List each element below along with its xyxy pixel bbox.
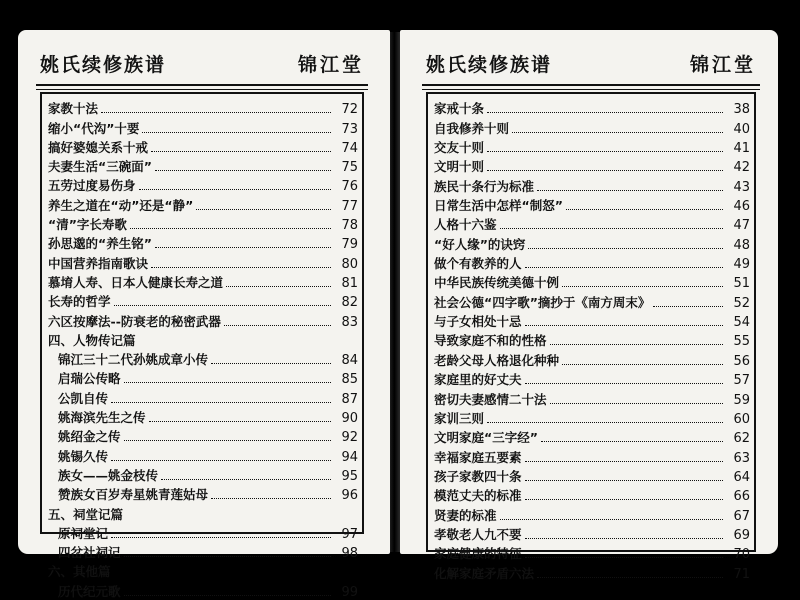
toc-entry <box>428 117 754 136</box>
toc-page-number: 90 <box>341 411 358 427</box>
toc-page-number: 99 <box>341 584 358 600</box>
toc-page-number: 63 <box>733 450 750 466</box>
toc-entry <box>42 252 362 271</box>
dot-leader <box>512 132 723 133</box>
toc-page-number: 97 <box>341 526 358 542</box>
dot-leader <box>525 267 723 268</box>
dot-leader <box>525 557 723 558</box>
toc-entry-title: 密切夫妻感情二十法 <box>434 391 547 407</box>
dot-leader <box>653 306 723 307</box>
toc-entry-title: 文明家庭“三字经” <box>434 430 538 446</box>
toc-entry <box>428 98 754 117</box>
toc-entry-title: 长寿的哲学 <box>48 294 111 310</box>
toc-entry <box>428 427 754 446</box>
dot-leader <box>537 577 723 578</box>
header-rule <box>422 84 760 90</box>
toc-entry <box>42 465 362 484</box>
dot-leader <box>537 190 723 191</box>
toc-entry-title: 孩子家教四十条 <box>434 468 522 484</box>
toc-page-number: 84 <box>341 353 358 369</box>
dot-leader <box>487 151 723 152</box>
toc-page-number: 96 <box>341 488 358 504</box>
toc-page-number: 38 <box>733 102 750 118</box>
toc-entry-title: 导致家庭不和的性格 <box>434 333 547 349</box>
hall-name: 锦江堂 <box>297 54 364 76</box>
book-title: 姚氏续修族谱 <box>426 54 553 76</box>
toc-entry-title: 自我修养十则 <box>434 120 510 136</box>
toc-page-number: 81 <box>341 275 358 291</box>
toc-entry-title: 老龄父母人格退化种种 <box>434 352 560 368</box>
toc-entry <box>42 407 362 426</box>
toc-page-number: 67 <box>733 508 750 524</box>
toc-entry <box>42 117 362 136</box>
toc-page-number: 76 <box>341 179 358 195</box>
toc-entry-title: 家训三则 <box>434 410 485 426</box>
toc-entry <box>42 368 362 387</box>
left-page <box>18 30 390 600</box>
toc-page-number: 98 <box>341 546 358 562</box>
toc-entry-title: 人格十六鉴 <box>434 217 497 233</box>
toc-entry <box>42 484 362 503</box>
dot-leader <box>124 440 331 441</box>
toc-page-number: 46 <box>733 199 750 215</box>
toc-entry-title: 模范丈夫的标准 <box>434 488 522 504</box>
toc-entry <box>42 272 362 291</box>
toc-entry-title: 姚锡久传 <box>58 448 109 464</box>
toc-entry-title: 化解家庭矛盾六法 <box>434 565 535 581</box>
toc-page-number: 52 <box>733 295 750 311</box>
dot-leader <box>149 421 331 422</box>
toc-entry-title: 社会公德“四字歌”摘抄于《南方周末》 <box>434 294 651 310</box>
toc-page-number: 94 <box>341 449 358 465</box>
dot-leader <box>139 189 331 190</box>
toc-page-number: 82 <box>341 295 358 311</box>
toc-entry <box>428 214 754 233</box>
dot-leader <box>114 305 331 306</box>
toc-entry-title: 中国营养指南歌诀 <box>48 255 149 271</box>
dot-leader <box>562 364 723 365</box>
toc-entry-title: “清”字长寿歌 <box>48 217 127 233</box>
dot-leader <box>111 537 331 538</box>
toc-entry-title: 做个有教养的人 <box>434 256 522 272</box>
toc-entry <box>42 580 362 599</box>
toc-entry-title: 公凯自传 <box>58 390 109 406</box>
right-page <box>400 30 778 582</box>
toc-entry <box>428 446 754 465</box>
toc-page-number: 62 <box>733 431 750 447</box>
toc-page-number: 73 <box>341 121 358 137</box>
dot-leader <box>487 112 723 113</box>
toc-entry-title: 族民十条行为标准 <box>434 178 535 194</box>
dot-leader <box>211 498 331 499</box>
toc-entry-title: 搞好婆媳关系十戒 <box>48 139 149 155</box>
dot-leader <box>111 460 331 461</box>
dot-leader <box>487 422 723 423</box>
dot-leader <box>196 209 331 210</box>
toc-entry <box>42 445 362 464</box>
toc-entry <box>428 543 754 562</box>
toc-page-number: 49 <box>733 257 750 273</box>
toc-page-number: 55 <box>733 334 750 350</box>
dot-leader <box>211 363 331 364</box>
toc-entry <box>428 388 754 407</box>
toc-page-number: 92 <box>341 430 358 446</box>
toc-list <box>428 94 754 582</box>
toc-entry-title: 家庭健康的特征 <box>434 546 522 562</box>
toc-entry <box>428 175 754 194</box>
toc-page-number: 56 <box>733 353 750 369</box>
toc-page-number: 54 <box>733 315 750 331</box>
toc-entry-title: 孙思邈的“养生铭” <box>48 236 152 252</box>
toc-entry-title: 慕堉人寿、日本人健康长寿之道 <box>48 274 224 290</box>
toc-entry <box>428 272 754 291</box>
toc-entry <box>42 98 362 117</box>
toc-entry-title: 养生之道在“动”还是“静” <box>48 197 194 213</box>
toc-entry-title: 交友十则 <box>434 140 485 156</box>
toc-page-number: 74 <box>341 140 358 156</box>
toc-entry-title: 幸福家庭五要素 <box>434 449 522 465</box>
header-rule <box>36 84 368 90</box>
toc-entry-title: 中华民族传统美德十例 <box>434 275 560 291</box>
toc-page-number: 87 <box>341 391 358 407</box>
dot-leader <box>525 325 723 326</box>
toc-page-number: 59 <box>733 392 750 408</box>
toc-entry-title: 五劳过度易伤身 <box>48 178 136 194</box>
toc-page-number: 66 <box>733 489 750 505</box>
dot-leader <box>550 403 723 404</box>
toc-entry <box>42 214 362 233</box>
toc-entry-title: 家戒十条 <box>434 101 485 117</box>
toc-entry-title: 原祠堂记 <box>58 525 109 541</box>
toc-page-number: 95 <box>341 468 358 484</box>
toc-entry <box>428 408 754 427</box>
toc-page-number: 48 <box>733 237 750 253</box>
toc-entry-title: 六区按摩法--防衰老的秘密武器 <box>48 313 221 329</box>
dot-leader <box>528 248 723 249</box>
toc-page-number: 80 <box>341 256 358 272</box>
page-header <box>36 50 368 80</box>
dot-leader <box>500 519 723 520</box>
dot-leader <box>562 286 723 287</box>
dot-leader <box>155 170 331 171</box>
toc-entry <box>42 523 362 542</box>
dot-leader <box>155 247 331 248</box>
dot-leader <box>142 132 331 133</box>
toc-page-number: 70 <box>733 547 750 563</box>
dot-leader <box>525 538 723 539</box>
toc-entry <box>42 542 362 561</box>
toc-page-number: 41 <box>733 141 750 157</box>
dot-leader <box>124 556 331 557</box>
toc-page-number: 75 <box>341 160 358 176</box>
table-of-contents <box>426 92 756 582</box>
toc-entry <box>428 562 754 581</box>
toc-entry <box>428 253 754 272</box>
toc-entry <box>42 426 362 445</box>
toc-entry-title: 贤妻的标准 <box>434 507 497 523</box>
toc-entry-title: 启瑞公传略 <box>58 371 121 387</box>
toc-page-number: 83 <box>341 314 358 330</box>
dot-leader <box>161 479 331 480</box>
toc-entry <box>428 369 754 388</box>
toc-entry <box>428 137 754 156</box>
dot-leader <box>525 383 723 384</box>
toc-entry-title: 与子女相处十忌 <box>434 314 522 330</box>
dot-leader <box>566 209 723 210</box>
toc-entry-title: 日常生活中怎样“制怒” <box>434 198 563 214</box>
toc-entry-title: 缩小“代沟”十要 <box>48 120 140 136</box>
dot-leader <box>525 480 723 481</box>
hall-name: 锦江堂 <box>689 54 756 76</box>
toc-page-number: 71 <box>733 566 750 582</box>
toc-entry-title: 姚绍金之传 <box>58 429 121 445</box>
dot-leader <box>151 267 331 268</box>
toc-page-number: 64 <box>733 469 750 485</box>
toc-entry-title: 孝敬老人九不要 <box>434 526 522 542</box>
toc-entry-title: 四岔社祠记 <box>58 545 121 561</box>
dot-leader <box>525 499 723 500</box>
toc-entry-title: 姚海滨先生之传 <box>58 410 146 426</box>
toc-entry <box>428 330 754 349</box>
toc-page-number: 72 <box>341 102 358 118</box>
toc-entry-title: 夫妻生活“三碗面” <box>48 159 152 175</box>
dot-leader <box>226 286 331 287</box>
dot-leader <box>224 325 331 326</box>
toc-entry <box>428 524 754 543</box>
toc-entry-title: “好人缘”的诀窍 <box>434 236 526 252</box>
toc-entry-title: 赞族女百岁寿星姚青莲姑母 <box>58 487 209 503</box>
toc-page-number: 79 <box>341 237 358 253</box>
toc-entry <box>428 311 754 330</box>
toc-entry <box>42 233 362 252</box>
toc-page-number: 78 <box>341 218 358 234</box>
toc-page-number: 85 <box>341 372 358 388</box>
dot-leader <box>151 151 331 152</box>
table-of-contents <box>40 92 364 600</box>
toc-entry <box>42 175 362 194</box>
toc-page-number: 40 <box>733 121 750 137</box>
toc-page-number: 69 <box>733 527 750 543</box>
dot-leader <box>500 228 723 229</box>
toc-entry <box>42 194 362 213</box>
toc-page-number: 42 <box>733 160 750 176</box>
toc-entry-title: 家庭里的好丈夫 <box>434 372 522 388</box>
toc-entry <box>42 137 362 156</box>
toc-entry <box>428 349 754 368</box>
dot-leader <box>111 402 331 403</box>
toc-page-number: 47 <box>733 218 750 234</box>
dot-leader <box>101 112 331 113</box>
toc-page-number: 57 <box>733 373 750 389</box>
toc-page-number: 60 <box>733 411 750 427</box>
toc-page-number: 77 <box>341 198 358 214</box>
dot-leader <box>124 595 331 596</box>
dot-leader <box>541 441 723 442</box>
toc-entry <box>42 310 362 329</box>
toc-entry-title: 锦江三十二代孙姚成章小传 <box>58 352 209 368</box>
toc-entry-title: 族女——姚金枝传 <box>58 467 159 483</box>
toc-entry <box>428 233 754 252</box>
toc-entry-title: 历代纪元歌 <box>58 583 121 599</box>
dot-leader <box>525 461 723 462</box>
dot-leader <box>130 228 331 229</box>
toc-entry-title: 家教十法 <box>48 101 99 117</box>
book-title: 姚氏续修族谱 <box>40 54 167 76</box>
toc-section-heading: 四、人物传记篇 <box>48 332 136 348</box>
toc-entry-title: 文明十则 <box>434 159 485 175</box>
dot-leader <box>550 344 723 345</box>
toc-entry <box>428 195 754 214</box>
toc-entry <box>42 156 362 175</box>
toc-entry <box>428 466 754 485</box>
toc-entry <box>428 485 754 504</box>
page-header <box>422 50 760 80</box>
toc-page-number: 43 <box>733 179 750 195</box>
toc-entry <box>42 349 362 368</box>
toc-entry <box>42 387 362 406</box>
toc-page-number: 51 <box>733 276 750 292</box>
toc-entry <box>428 156 754 175</box>
toc-list <box>42 94 362 600</box>
toc-entry <box>428 291 754 310</box>
dot-leader <box>124 382 331 383</box>
dot-leader <box>487 170 723 171</box>
toc-section-heading: 六、其他篇 <box>48 564 111 580</box>
toc-entry <box>42 291 362 310</box>
toc-section-heading: 五、祠堂记篇 <box>48 506 124 522</box>
toc-entry <box>428 504 754 523</box>
